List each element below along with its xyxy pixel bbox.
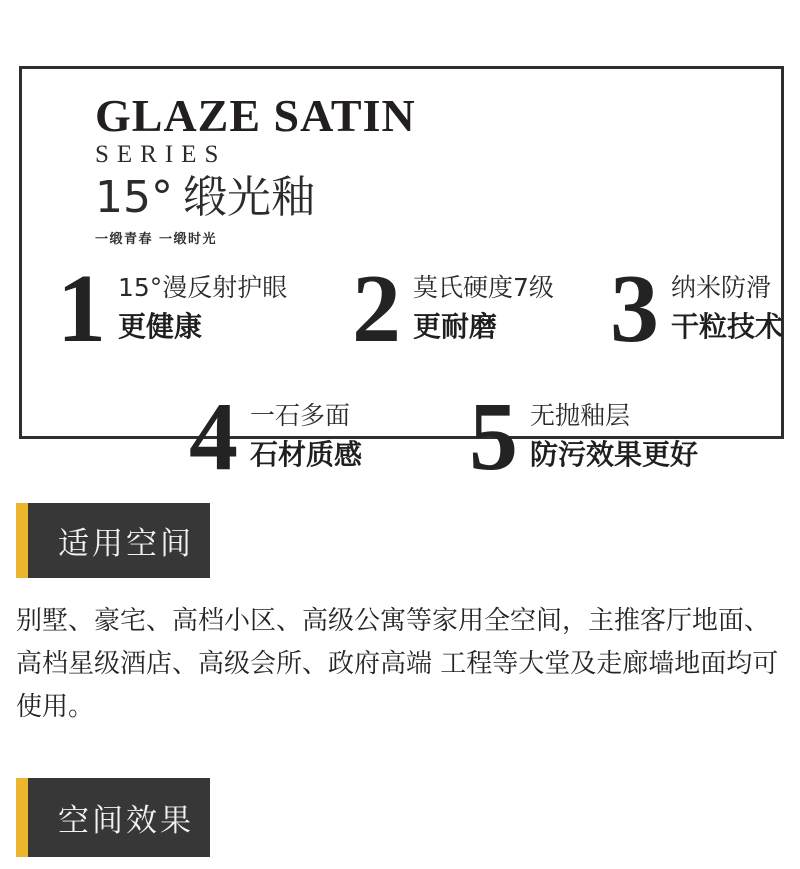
feature-number: 3: [610, 255, 659, 363]
feature-line2: 更健康: [118, 310, 203, 343]
usage-line: 别墅、豪宅、高档小区、高级公寓等家用全空间，主推客厅地面、: [16, 606, 771, 636]
feature-text: [530, 399, 698, 470]
feature-text: [250, 399, 362, 470]
hero-title-block: [80, 90, 416, 251]
section-header-box: [28, 778, 210, 857]
feature-line1: 莫氏硬度7级: [413, 273, 554, 302]
accent-bar: [16, 778, 28, 857]
feature-number: 4: [189, 383, 238, 491]
feature-line1: 一石多面: [250, 401, 351, 430]
hero-feature-box: [19, 66, 784, 491]
product-name-cn: 缎光釉: [183, 172, 315, 223]
feature-text: [118, 271, 287, 342]
product-name: [95, 172, 415, 223]
usage-line: 高档星级酒店、高级会所、政府高端 工程等大堂及走廊墙地面均可: [16, 649, 779, 679]
usage-line: 使用。: [16, 692, 95, 722]
feature-line2: 石材质感: [250, 438, 363, 471]
product-tagline: 一缎青春 一缎时光: [95, 232, 218, 247]
feature-item-4: [189, 383, 363, 491]
feature-line2: 干粒技术: [671, 310, 784, 343]
section-header-usage: [16, 503, 210, 578]
feature-line1: 纳米防滑: [671, 273, 772, 302]
feature-number: 5: [469, 383, 518, 491]
section-title: 空间效果: [58, 803, 194, 839]
feature-item-2: [352, 255, 554, 363]
feature-item-5: [469, 383, 699, 491]
product-degree-prefix: 15°: [95, 172, 173, 223]
feature-line1: 15°漫反射护眼: [118, 273, 288, 302]
series-label: SERIES: [95, 141, 227, 168]
section-header-box: [28, 503, 210, 578]
feature-line1: 无抛釉层: [530, 401, 631, 430]
feature-text: [671, 271, 783, 342]
feature-number: 2: [352, 255, 401, 363]
brand-title: GLAZE SATIN: [95, 90, 416, 141]
usage-paragraph: [16, 600, 788, 729]
section-title: 适用空间: [58, 526, 194, 562]
feature-text: [413, 271, 554, 342]
feature-item-3: [610, 255, 784, 363]
feature-item-1: [57, 255, 288, 363]
feature-line2: 更耐磨: [413, 310, 498, 343]
section-header-effect: [16, 778, 210, 857]
accent-bar: [16, 503, 28, 578]
feature-line2: 防污效果更好: [530, 438, 699, 471]
feature-number: 1: [57, 255, 106, 363]
